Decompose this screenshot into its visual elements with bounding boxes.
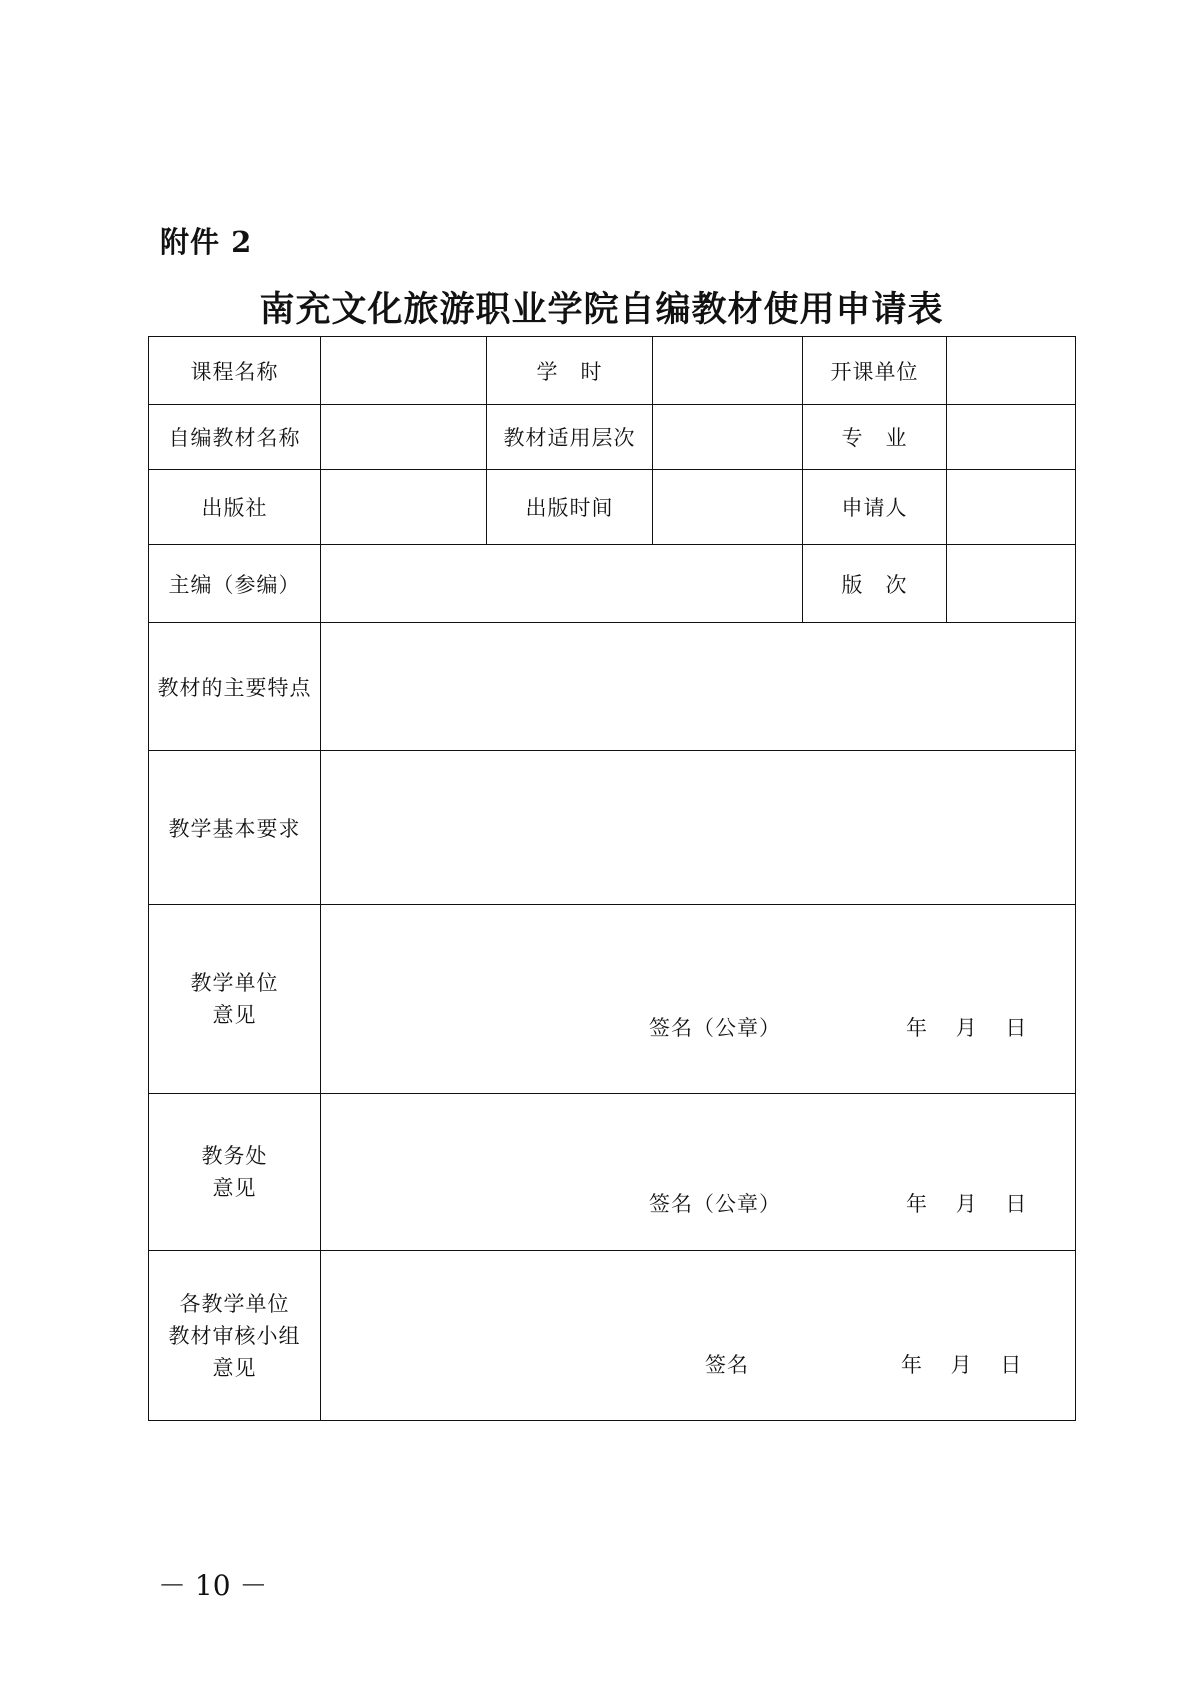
teaching-unit-date: 年 月 日 — [906, 1016, 1028, 1040]
form-title: 南充文化旅游职业学院自编教材使用申请表 — [259, 289, 944, 330]
teaching-requirements-field[interactable] — [321, 751, 1076, 905]
review-group-label-line2: 教材审核小组 — [168, 1323, 301, 1348]
edition-field[interactable] — [947, 545, 1076, 623]
academic-affairs-label-line2: 意见 — [212, 1176, 257, 1200]
publish-date-label: 出版时间 — [487, 470, 653, 545]
applicable-level-field[interactable] — [653, 405, 803, 470]
course-name-field[interactable] — [321, 337, 487, 405]
applicant-label: 申请人 — [803, 470, 947, 545]
class-hours-label: 学 时 — [487, 337, 653, 405]
page-number: － 10 － — [158, 1569, 268, 1602]
academic-affairs-label-line1: 教务处 — [201, 1144, 268, 1168]
offering-unit-label: 开课单位 — [803, 337, 947, 405]
attachment-label: 附件 2 — [160, 225, 253, 259]
review-group-opinion-label — [149, 1251, 321, 1421]
textbook-name-field[interactable] — [321, 405, 487, 470]
teaching-unit-signature: 签名（公章） — [649, 1016, 781, 1040]
features-label: 教材的主要特点 — [149, 623, 321, 751]
review-group-opinion-field[interactable] — [321, 1251, 1076, 1421]
edition-label: 版 次 — [803, 545, 947, 623]
class-hours-field[interactable] — [653, 337, 803, 405]
course-name-label: 课程名称 — [149, 337, 321, 405]
teaching-unit-label-line2: 意见 — [212, 1003, 257, 1027]
academic-affairs-date: 年 月 日 — [906, 1192, 1028, 1216]
teaching-unit-label-line1: 教学单位 — [190, 971, 279, 995]
review-group-label-line1: 各教学单位 — [179, 1291, 290, 1316]
chief-editor-field[interactable] — [321, 545, 803, 623]
publish-date-field[interactable] — [653, 470, 803, 545]
publisher-label: 出版社 — [149, 470, 321, 545]
application-form-table — [148, 336, 1076, 1421]
features-field[interactable] — [321, 623, 1076, 751]
review-group-date: 年 月 日 — [901, 1353, 1023, 1377]
academic-affairs-signature: 签名（公章） — [649, 1192, 781, 1216]
teaching-requirements-label: 教学基本要求 — [149, 751, 321, 905]
major-field[interactable] — [947, 405, 1076, 470]
academic-affairs-opinion-field[interactable] — [321, 1094, 1076, 1251]
review-group-label-line3: 意见 — [212, 1355, 257, 1380]
publisher-field[interactable] — [321, 470, 487, 545]
applicant-field[interactable] — [947, 470, 1076, 545]
applicable-level-label: 教材适用层次 — [487, 405, 653, 470]
major-label: 专 业 — [803, 405, 947, 470]
teaching-unit-opinion-field[interactable] — [321, 905, 1076, 1094]
teaching-unit-opinion-label — [149, 905, 321, 1094]
review-group-signature: 签名 — [705, 1353, 749, 1377]
academic-affairs-opinion-label — [149, 1094, 321, 1251]
chief-editor-label: 主编（参编） — [149, 545, 321, 623]
textbook-name-label: 自编教材名称 — [149, 405, 321, 470]
offering-unit-field[interactable] — [947, 337, 1076, 405]
